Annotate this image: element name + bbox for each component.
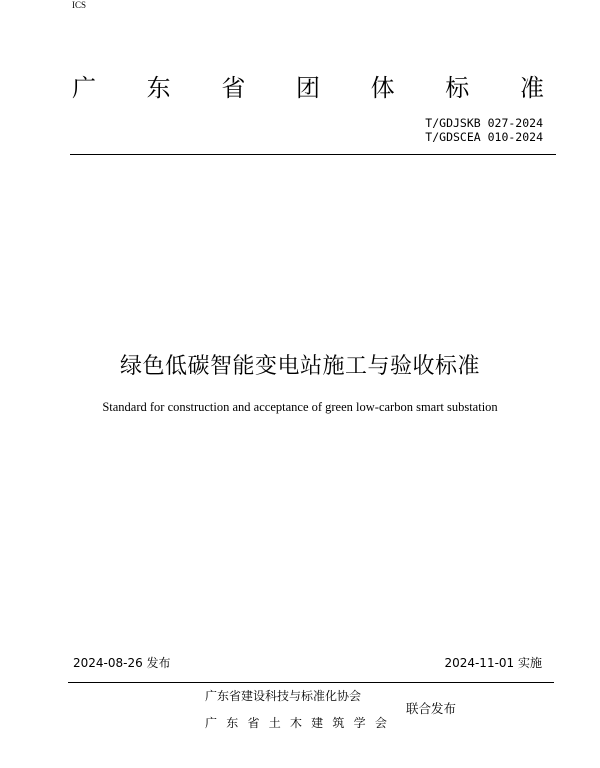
standard-type-char: 体: [370, 74, 395, 102]
standard-number-secondary: T/GDSCEA 010-2024: [425, 130, 543, 144]
publisher-second-char: 建: [311, 716, 324, 730]
standard-number-primary: T/GDJSKB 027-2024: [425, 116, 543, 130]
publisher-second-char: 广: [205, 716, 218, 730]
title-english: Standard for construction and acceptance of green low-carbon smart substation: [102, 400, 498, 414]
publisher-second-char: 省: [247, 716, 260, 730]
ics-label: ICS: [72, 0, 87, 10]
publisher-second-char: 土: [268, 716, 281, 730]
standard-type-heading: [72, 72, 544, 104]
publisher-second-char: 学: [353, 716, 366, 730]
standard-type-char: 省: [221, 74, 246, 102]
publisher-second-char: 东: [226, 716, 239, 730]
publisher-second-char: 筑: [332, 716, 345, 730]
standard-type-char: 准: [519, 74, 544, 102]
publisher-second: [205, 715, 387, 731]
standard-numbers: [425, 116, 543, 144]
joint-issue-label: 联合发布: [406, 701, 457, 716]
top-divider: [70, 154, 556, 155]
publisher-first: 广东省建设科技与标准化协会: [205, 689, 362, 703]
bottom-divider: [68, 682, 554, 683]
publisher-second-char: 会: [374, 716, 387, 730]
title-chinese: 绿色低碳智能变电站施工与验收标准: [119, 354, 480, 379]
standard-type-char: 标: [445, 74, 470, 102]
standard-type-char: 团: [295, 74, 320, 102]
standard-type-char: 广: [72, 74, 96, 102]
effective-date: 2024-11-01 实施: [444, 656, 542, 670]
publish-date: 2024-08-26 发布: [73, 656, 171, 670]
standard-type-char: 东: [146, 74, 171, 102]
publisher-second-char: 木: [289, 716, 302, 730]
